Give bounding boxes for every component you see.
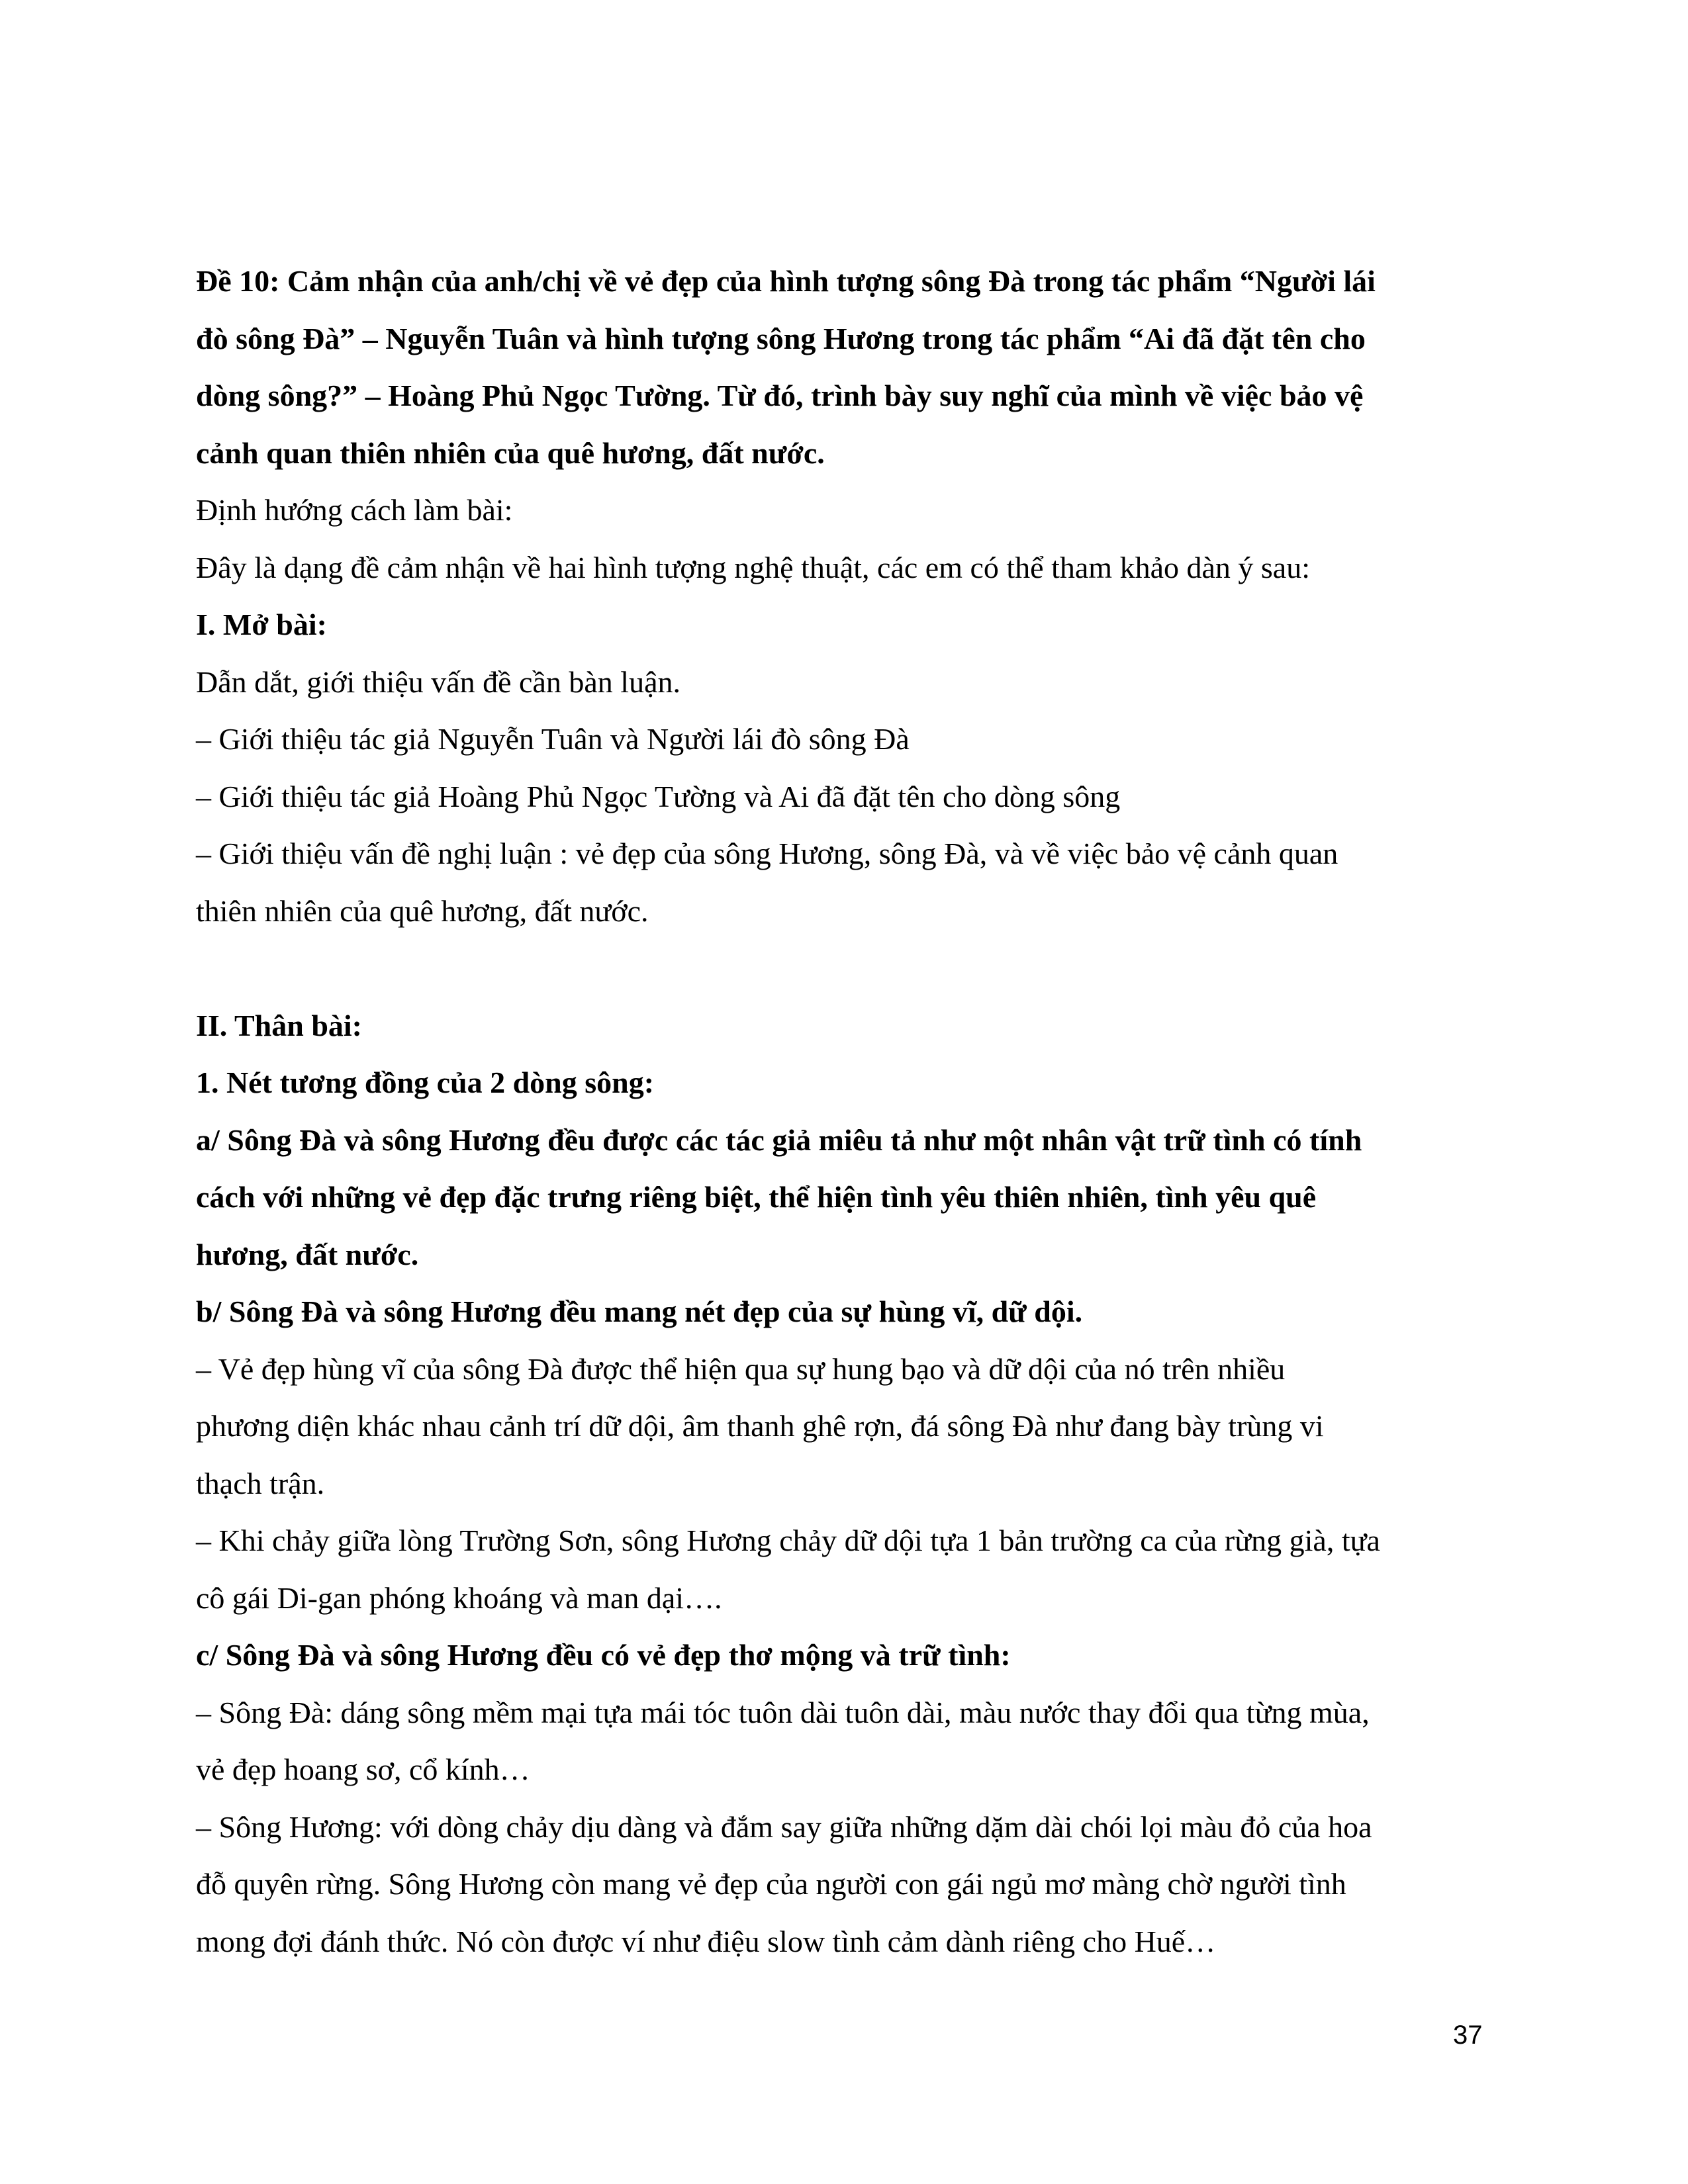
point-c-bullet-line: mong đợi đánh thức. Nó còn được ví như điệu slow tình cảm dành riêng cho Huế… bbox=[196, 1924, 1216, 1958]
page-body bbox=[196, 253, 1493, 1970]
point-a-line: a/ Sông Đà và sông Hương đều được các tác giả miêu tả như một nhân vật trữ tình có tính bbox=[196, 1122, 1362, 1157]
guidance-text: Đây là dạng đề cảm nhận về hai hình tượng nghệ thuật, các em có thể tham khảo dàn ý sau: bbox=[196, 550, 1310, 584]
body-heading: II. Thân bài: bbox=[196, 1008, 363, 1042]
point-b-bullet-line: – Vẻ đẹp hùng vĩ của sông Đà được thể hiện qua sự hung bạo và dữ dội của nó trên nhiều bbox=[196, 1351, 1286, 1386]
question-title bbox=[196, 253, 1493, 482]
intro-bullet: – Giới thiệu tác giả Nguyễn Tuân và Người lái đò sông Đà bbox=[196, 722, 910, 756]
intro-lead: Dẫn dắt, giới thiệu vấn đề cần bàn luận. bbox=[196, 664, 680, 699]
page-number: 37 bbox=[1453, 2021, 1483, 2050]
point-a-line: hương, đất nước. bbox=[196, 1237, 419, 1271]
intro-bullet: – Giới thiệu tác giả Hoàng Phủ Ngọc Tường và Ai đã đặt tên cho dòng sông bbox=[196, 779, 1121, 813]
point-c-heading: c/ Sông Đà và sông Hương đều có vẻ đẹp thơ mộng và trữ tình: bbox=[196, 1638, 1011, 1672]
point-a-line: cách với những vẻ đẹp đặc trưng riêng biệt, thể hiện tình yêu thiên nhiên, tình yêu quê bbox=[196, 1180, 1317, 1214]
intro-bullet-line: – Giới thiệu vấn đề nghị luận : vẻ đẹp của sông Hương, sông Đà, và về việc bảo vệ cảnh quan bbox=[196, 837, 1338, 870]
body-section bbox=[196, 997, 1493, 1971]
guidance-heading: Định hướng cách làm bài: bbox=[196, 493, 513, 527]
point-b-bullet-line: – Khi chảy giữa lòng Trường Sơn, sông Hương chảy dữ dội tựa 1 bản trường ca của rừng già, tựa bbox=[196, 1524, 1380, 1557]
point-b-bullet-line: cô gái Di-gan phóng khoáng và man dại…. bbox=[196, 1580, 722, 1615]
point-b-heading: b/ Sông Đà và sông Hương đều mang nét đẹp của sự hùng vĩ, dữ dội. bbox=[196, 1295, 1083, 1328]
question-title-line: Đề 10: Cảm nhận của anh/chị về vẻ đẹp của hình tượng sông Đà trong tác phẩm “Người lái bbox=[196, 264, 1376, 298]
point-c-bullet-line: – Sông Đà: dáng sông mềm mại tựa mái tóc tuôn dài tuôn dài, màu nước thay đổi qua từng mùa, bbox=[196, 1695, 1370, 1729]
point-c-bullet-line: đỗ quyên rừng. Sông Hương còn mang vẻ đẹp của người con gái ngủ mơ màng chờ người tình bbox=[196, 1867, 1346, 1901]
point-b-bullet-line: thạch trận. bbox=[196, 1466, 325, 1500]
intro-heading: I. Mở bài: bbox=[196, 608, 327, 641]
point-c-bullet-line: vẻ đẹp hoang sơ, cổ kính… bbox=[196, 1752, 530, 1786]
point-b-bullet-line: phương diện khác nhau cảnh trí dữ dội, âm thanh ghê rợn, đá sông Đà như đang bày trùng vi bbox=[196, 1409, 1324, 1443]
question-title-line: cảnh quan thiên nhiên của quê hương, đất nước. bbox=[196, 435, 825, 470]
section-1-heading: 1. Nét tương đồng của 2 dòng sông: bbox=[196, 1066, 655, 1099]
question-title-line: đò sông Đà” – Nguyễn Tuân và hình tượng sông Hương trong tác phẩm “Ai đã đặt tên cho bbox=[196, 321, 1366, 355]
intro-section bbox=[196, 596, 1493, 940]
question-title-line: dòng sông?” – Hoàng Phủ Ngọc Tường. Từ đó, trình bày suy nghĩ của mình về việc bảo vệ bbox=[196, 379, 1364, 412]
intro-bullet-line: thiên nhiên của quê hương, đất nước. bbox=[196, 893, 649, 928]
section-spacer bbox=[196, 940, 1493, 997]
point-c-bullet-line: – Sông Hương: với dòng chảy dịu dàng và đắm say giữa những dặm dài chói lọi màu đỏ của hoa bbox=[196, 1809, 1372, 1844]
